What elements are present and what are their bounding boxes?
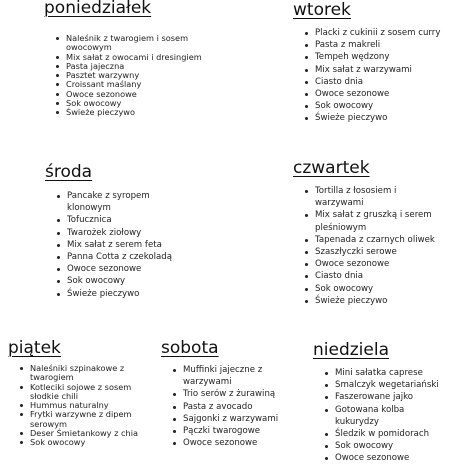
menu-list (161, 364, 296, 449)
menu-item: Owoce sezonowe (56, 90, 204, 99)
menu-item: Mix sałat z serem feta (57, 239, 195, 251)
menu-item: Panna Cotta z czekoladą (57, 251, 195, 263)
menu-item: Tortilla z łososiem i warzywami (305, 185, 443, 209)
menu-item: Frytki warzywne z dipem serowym (20, 410, 148, 429)
day-thursday (293, 158, 443, 307)
menu-list (293, 27, 443, 125)
menu-item: Muffinki jajeczne z warzywami (173, 364, 296, 388)
menu-list (8, 364, 148, 448)
menu-item: Mix sałat z warzywami (305, 64, 443, 76)
menu-item: Świeże pieczywo (56, 108, 204, 117)
menu-item: Ciasto dnia (305, 270, 443, 282)
menu-item: Hummus naturalny (20, 401, 148, 410)
day-wednesday (45, 162, 195, 300)
day-tuesday (293, 0, 443, 125)
menu-item: Sok owocowy (56, 99, 204, 108)
day-monday (44, 0, 204, 118)
menu-item: Sok owocowy (325, 440, 450, 452)
menu-item: Kotleciki sojowe z sosem słodkie chili (20, 383, 148, 402)
menu-item: Deser Śmietankowy z chia (20, 429, 148, 438)
day-saturday (161, 338, 296, 449)
day-title: niedziela (313, 340, 389, 360)
menu-item: Trio serów z żurawiną (173, 388, 296, 400)
menu-item: Faszerowane jajko (325, 391, 450, 403)
day-friday (8, 338, 148, 448)
day-title: środa (45, 162, 93, 182)
menu-item: Naleśniki szpinakowe z twarogiem (20, 364, 148, 383)
menu-item: Tofucznica (57, 214, 195, 226)
menu-list (45, 190, 195, 300)
menu-item: Owoce sezonowe (173, 437, 296, 449)
menu-item: Owoce sezonowe (305, 88, 443, 100)
day-title: sobota (161, 338, 219, 358)
menu-item: Tapenada z czarnych oliwek (305, 234, 443, 246)
menu-item: Naleśnik z twarogiem i sosem owocowym (56, 34, 204, 53)
menu-list (293, 185, 443, 307)
menu-item: Sok owocowy (20, 438, 148, 447)
menu-item: Owoce sezonowe (57, 263, 195, 275)
menu-item: Pasta z avocado (173, 401, 296, 413)
day-title: piątek (8, 338, 61, 358)
menu-item: Świeże pieczywo (57, 288, 195, 300)
day-sunday (313, 340, 450, 465)
menu-item: Tempeh wędzony (305, 51, 443, 63)
menu-item: Szaszłyczki serowe (305, 246, 443, 258)
day-title: wtorek (293, 0, 351, 20)
menu-item: Sok owocowy (305, 283, 443, 295)
menu-item: Mix sałat z gruszką i serem pleśniowym (305, 209, 443, 233)
menu-item: Sajgonki z warzywami (173, 413, 296, 425)
menu-item: Placki z cukinii z sosem curry (305, 27, 443, 39)
menu-item: Smalczyk wegetariański (325, 379, 450, 391)
menu-item: Pasztet warzywny (56, 71, 204, 80)
menu-item: Owoce sezonowe (325, 452, 450, 464)
menu-item: Croissant maślany (56, 80, 204, 89)
menu-item: Pączki twarogowe (173, 425, 296, 437)
menu-item: Sok owocowy (305, 100, 443, 112)
menu-item: Owoce sezonowe (305, 258, 443, 270)
menu-item: Ciasto dnia (305, 76, 443, 88)
menu-item: Sok owocowy (57, 275, 195, 287)
menu-item: Mix sałat z owocami i dresingiem (56, 53, 204, 62)
menu-item: Twarożek ziołowy (57, 227, 195, 239)
day-title: poniedziałek (44, 0, 152, 18)
menu-list (44, 34, 204, 118)
menu-item: Świeże pieczywo (305, 112, 443, 124)
day-title: czwartek (293, 158, 370, 178)
menu-item: Pancake z syropem klonowym (57, 190, 195, 214)
menu-item: Mini sałatka caprese (325, 367, 450, 379)
menu-item: Pasta z makreli (305, 39, 443, 51)
menu-item: Śledzik w pomidorach (325, 428, 450, 440)
menu-item: Gotowana kolba kukurydzy (325, 404, 450, 428)
menu-item: Pasta jajeczna (56, 62, 204, 71)
menu-item: Świeże pieczywo (305, 295, 443, 307)
